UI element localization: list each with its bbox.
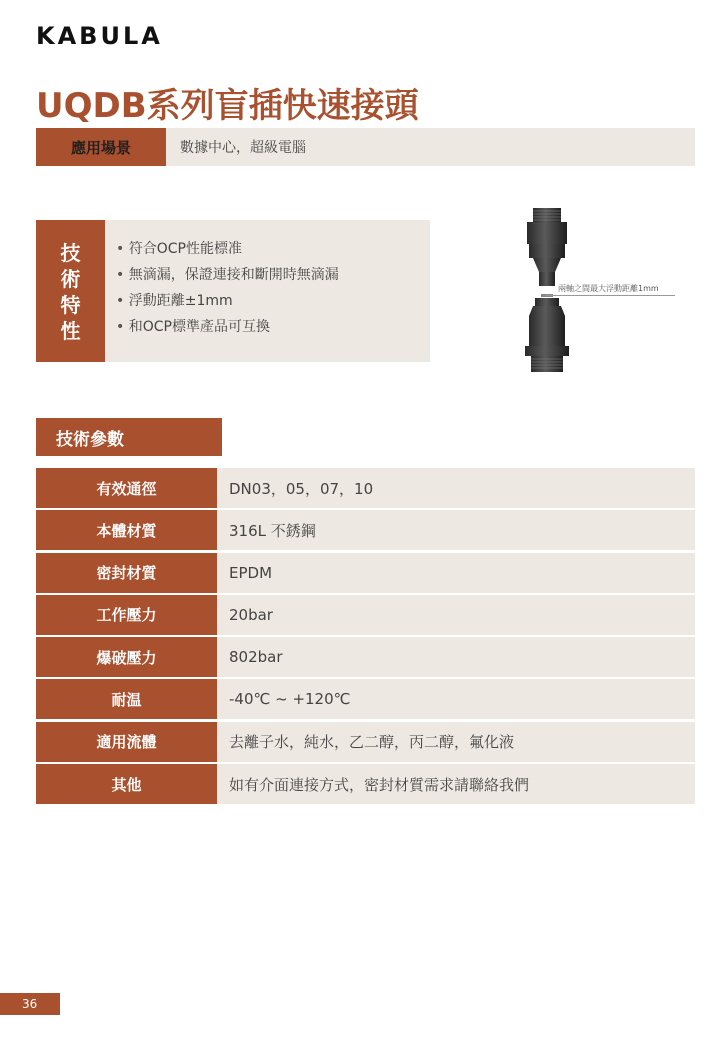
features-label-char: 術 bbox=[60, 267, 81, 291]
features-label-char: 性 bbox=[60, 319, 81, 343]
table-row bbox=[36, 510, 695, 550]
feature-item: • 符合OCP性能標准 bbox=[116, 236, 339, 262]
table-row bbox=[36, 764, 695, 804]
specs-table bbox=[36, 468, 695, 806]
features-list bbox=[116, 236, 339, 340]
table-row bbox=[36, 468, 695, 508]
caption-divider bbox=[545, 295, 675, 296]
spec-key: 爆破壓力 bbox=[36, 637, 217, 677]
spec-value: EPDM bbox=[229, 563, 273, 582]
table-row bbox=[36, 595, 695, 635]
spec-key: 適用流體 bbox=[36, 722, 217, 762]
spec-value: 802bar bbox=[229, 648, 283, 667]
spec-key: 有效通徑 bbox=[36, 468, 217, 508]
page-title: UQDB系列盲插快速接頭 bbox=[36, 86, 419, 126]
spec-key: 本體材質 bbox=[36, 510, 217, 550]
features-label-char: 技 bbox=[60, 241, 81, 265]
feature-item: • 無滴漏，保證連接和斷開時無滴漏 bbox=[116, 262, 339, 288]
page-number: 36 bbox=[0, 993, 60, 1015]
spec-key: 其他 bbox=[36, 764, 217, 804]
table-row bbox=[36, 722, 695, 762]
spec-key: 密封材質 bbox=[36, 553, 217, 593]
specs-heading-label: 技術參數 bbox=[56, 429, 124, 450]
brand-logo: KABULA bbox=[36, 22, 163, 50]
features-box bbox=[36, 220, 430, 362]
feature-item: • 浮動距離±1mm bbox=[116, 288, 339, 314]
feature-item: • 和OCP標準產品可互換 bbox=[116, 314, 339, 340]
table-row bbox=[36, 637, 695, 677]
features-label-char: 特 bbox=[60, 293, 81, 317]
spec-key: 工作壓力 bbox=[36, 595, 217, 635]
table-row bbox=[36, 553, 695, 593]
spec-value: 316L 不銹鋼 bbox=[229, 521, 316, 540]
spec-key: 耐温 bbox=[36, 679, 217, 719]
table-row bbox=[36, 679, 695, 719]
application-row bbox=[36, 128, 695, 166]
product-caption: 兩軸之間最大浮動距離1mm bbox=[558, 284, 659, 293]
application-label: 應用場景 bbox=[36, 128, 166, 166]
spec-value: DN03，05，07，10 bbox=[229, 479, 374, 498]
application-value: 數據中心，超級電腦 bbox=[180, 140, 306, 156]
spec-value: -40℃ ~ +120℃ bbox=[229, 690, 351, 709]
spec-value: 去離子水，純水，乙二醇，丙二醇，氟化液 bbox=[229, 733, 515, 752]
features-label bbox=[36, 220, 105, 362]
specs-heading bbox=[36, 418, 222, 456]
spec-value: 如有介面連接方式，密封材質需求請聯絡我們 bbox=[229, 775, 530, 794]
spec-value: 20bar bbox=[229, 605, 273, 624]
